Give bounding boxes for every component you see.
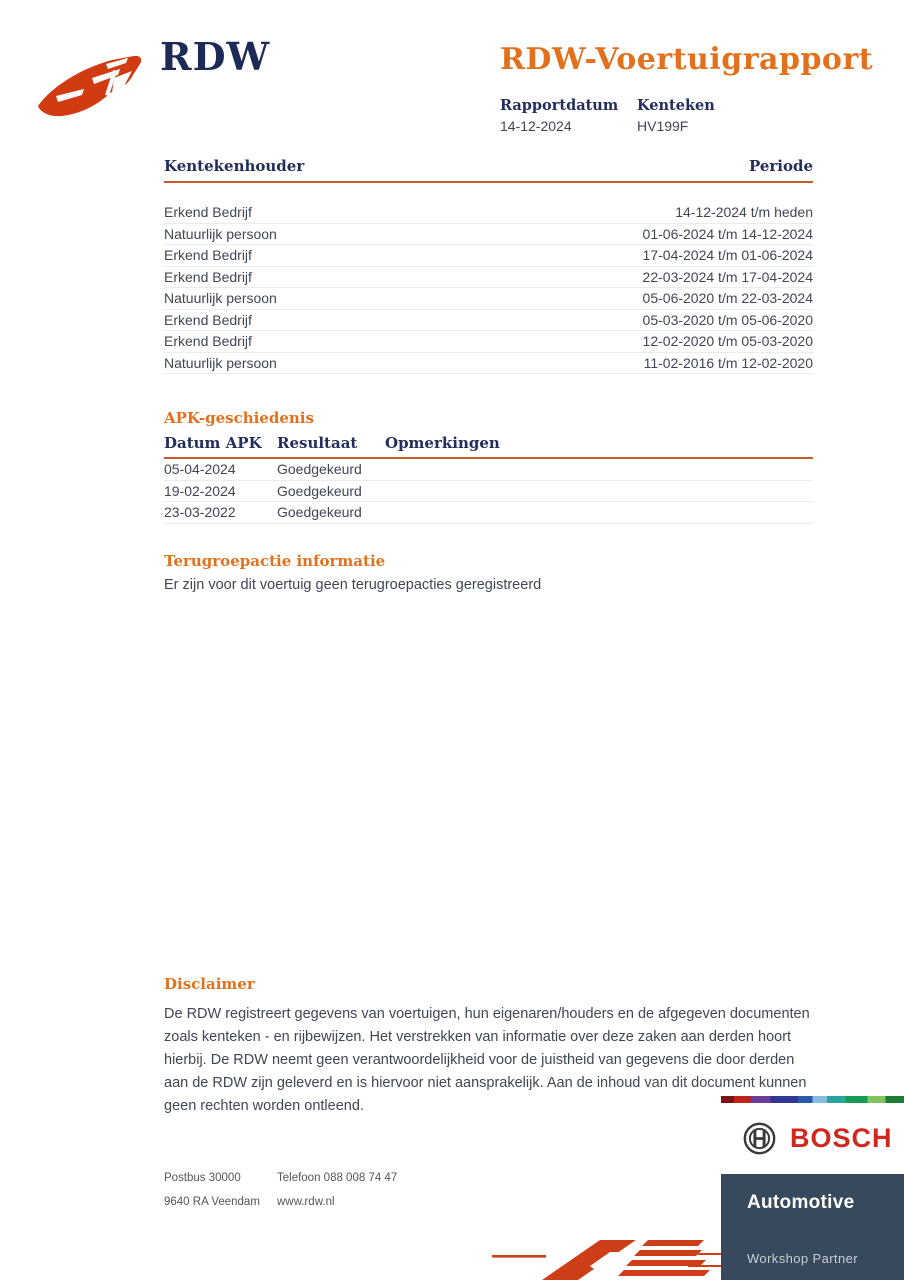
license-plate-value: HV199F xyxy=(637,118,689,134)
apk-section-heading: APK-geschiedenis xyxy=(164,409,314,427)
license-plate-label: Kenteken xyxy=(637,97,715,114)
period-cell: 12-02-2020 t/m 05-03-2020 xyxy=(642,333,813,350)
holder-cell: Natuurlijk persoon xyxy=(164,354,277,371)
bosch-anchor-icon xyxy=(743,1122,776,1155)
bosch-division-label: Automotive xyxy=(747,1192,855,1213)
table-row xyxy=(164,267,813,289)
recall-text: Er zijn voor dit voertuig geen terugroepacties geregistreerd xyxy=(164,577,542,593)
holder-cell: Natuurlijk persoon xyxy=(164,290,277,307)
disclaimer-section xyxy=(164,975,814,1118)
holders-table-header xyxy=(164,157,813,183)
footer-website: www.rdw.nl xyxy=(277,1196,335,1208)
period-cell: 05-06-2020 t/m 22-03-2024 xyxy=(642,290,813,307)
rdw-wing-icon xyxy=(36,56,148,118)
page-title: RDW-Voertuigrapport xyxy=(500,42,874,77)
apk-date-column-header: Datum APK xyxy=(164,434,262,452)
holder-cell: Erkend Bedrijf xyxy=(164,268,252,285)
apk-date-cell: 05-04-2024 xyxy=(164,461,236,478)
table-row xyxy=(164,502,813,524)
apk-date-cell: 23-03-2022 xyxy=(164,504,236,521)
table-row xyxy=(164,353,813,375)
apk-rows xyxy=(164,459,813,524)
table-row xyxy=(164,224,813,246)
footer-phone: Telefoon 088 008 74 47 xyxy=(277,1172,398,1184)
table-row xyxy=(164,245,813,267)
holder-column-header: Kentekenhouder xyxy=(164,157,305,175)
report-date-value: 14-12-2024 xyxy=(500,118,572,134)
apk-result-column-header: Resultaat xyxy=(277,434,358,452)
period-cell: 22-03-2024 t/m 17-04-2024 xyxy=(642,268,813,285)
bosch-badge-body xyxy=(721,1174,904,1280)
bosch-wordmark: BOSCH xyxy=(790,1123,893,1153)
apk-history-section xyxy=(164,409,813,524)
bosch-subtitle-label: Workshop Partner xyxy=(747,1251,858,1266)
footer-address-line2: 9640 RA Veendam xyxy=(164,1196,260,1208)
bosch-supergraphic-stripe xyxy=(721,1096,904,1103)
apk-remarks-column-header: Opmerkingen xyxy=(385,434,500,452)
period-cell: 17-04-2024 t/m 01-06-2024 xyxy=(642,247,813,264)
table-row xyxy=(164,459,813,481)
apk-result-cell: Goedgekeurd xyxy=(277,461,362,478)
disclaimer-text: De RDW registreert gegevens van voertuigen, hun eigenaren/houders en de afgegeven documenten zoals kenteken - en rijbewijzen. Het verstrekken van informatie over deze zaken aan derden hoort hierbij. De RDW neemt geen verantwoordelijkheid voor de juistheid van gegevens die door derden aan de RDW zijn geleverd en is hiervoor niet aansprakelijk. Aan de inhoud van dit document kunnen geen rechten worden ontleend. xyxy=(164,1006,810,1114)
rdw-wordmark: RDW xyxy=(160,34,271,79)
report-date-label: Rapportdatum xyxy=(500,97,619,114)
period-cell: 11-02-2016 t/m 12-02-2020 xyxy=(643,354,813,371)
apk-result-cell: Goedgekeurd xyxy=(277,482,362,499)
holder-cell: Erkend Bedrijf xyxy=(164,247,252,264)
apk-date-cell: 19-02-2024 xyxy=(164,482,236,499)
speed-emblem-icon xyxy=(482,1238,732,1280)
bosch-logo-row xyxy=(721,1103,904,1174)
holder-cell: Erkend Bedrijf xyxy=(164,311,252,328)
apk-result-cell: Goedgekeurd xyxy=(277,504,362,521)
period-cell: 05-03-2020 t/m 05-06-2020 xyxy=(642,311,813,328)
table-row xyxy=(164,481,813,503)
footer-address-line1: Postbus 30000 xyxy=(164,1172,241,1184)
table-row xyxy=(164,288,813,310)
holders-rows xyxy=(164,202,813,374)
period-cell: 14-12-2024 t/m heden xyxy=(675,204,813,221)
apk-table-header xyxy=(164,434,813,459)
period-column-header: Periode xyxy=(748,157,813,175)
bosch-partner-badge xyxy=(721,1096,904,1280)
disclaimer-heading: Disclaimer xyxy=(164,975,255,993)
recall-section xyxy=(164,552,813,593)
table-row xyxy=(164,310,813,332)
holder-cell: Natuurlijk persoon xyxy=(164,225,277,242)
table-row xyxy=(164,331,813,353)
footer xyxy=(164,1172,397,1220)
holder-cell: Erkend Bedrijf xyxy=(164,204,252,221)
holder-cell: Erkend Bedrijf xyxy=(164,333,252,350)
table-row xyxy=(164,202,813,224)
period-cell: 01-06-2024 t/m 14-12-2024 xyxy=(642,225,813,242)
recall-section-heading: Terugroepactie informatie xyxy=(164,552,386,570)
holders-table xyxy=(164,157,813,374)
